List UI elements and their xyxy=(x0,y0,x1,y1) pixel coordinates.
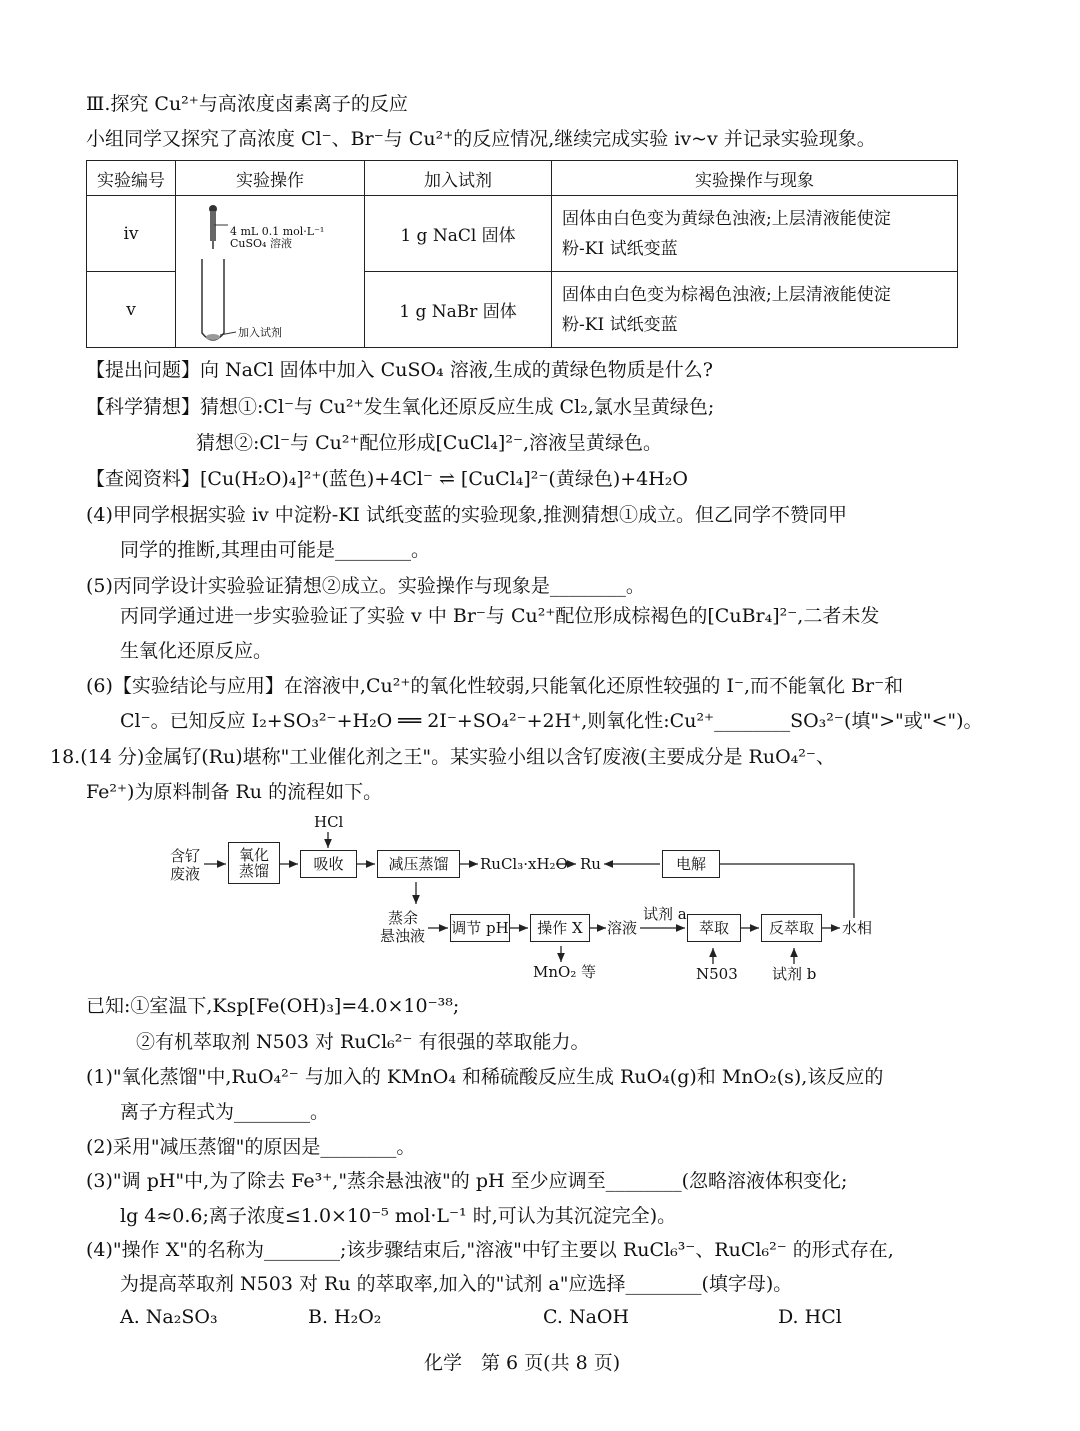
table-cell: 1 g NaBr 固体 xyxy=(365,272,552,348)
guess-2: 猜想②:Cl⁻与 Cu²⁺配位形成[CuCl₄]²⁻,溶液呈黄绿色。 xyxy=(196,432,663,454)
flow-residue-1: 蒸余 xyxy=(388,909,419,927)
part-1-line1: (1)"氧化蒸馏"中,RuO₄²⁻ 与加入的 KMnO₄ 和稀硫酸反应生成 RuO₄(g)和 MnO₂(s),该反应的 xyxy=(86,1066,884,1088)
flow-hcl: HCl xyxy=(314,813,344,831)
question-4-line2: 同学的推断,其理由可能是________。 xyxy=(120,539,431,561)
flow-waste-1: 含钌 xyxy=(170,847,201,865)
question-6-line2: Cl⁻。已知反应 I₂+SO₃²⁻+H₂O ══ 2I⁻+SO₄²⁻+2H⁺,则氧化性:Cu²⁺________SO₃²⁻(填">"或"<")。 xyxy=(120,710,983,732)
table-cell: 固体由白色变为黄绿色浊液;上层清液能使淀 粉-KI 试纸变蓝 xyxy=(552,196,958,272)
question-5-line1: (5)丙同学设计实验验证猜想②成立。实验操作与现象是________。 xyxy=(86,575,645,597)
lookup-info: 【查阅资料】[Cu(H₂O)₄]²⁺(蓝色)+4Cl⁻ ⇌ [CuCl₄]²⁻(黄绿色)+4H₂O xyxy=(86,468,688,490)
question-6-line1: (6)【实验结论与应用】在溶液中,Cu²⁺的氧化性较弱,只能氧化还原性较强的 I⁻,而不能氧化 Br⁻和 xyxy=(86,675,904,697)
flow-extract-box: 萃取 xyxy=(687,914,741,942)
flow-opx-box: 操作 X xyxy=(530,914,590,942)
table-cell: 1 g NaCl 固体 xyxy=(365,196,552,272)
question-18-line2: Fe²⁺)为原料制备 Ru 的流程如下。 xyxy=(86,781,383,803)
part-2: (2)采用"减压蒸馏"的原因是________。 xyxy=(86,1136,416,1158)
flow-mno2: MnO₂ 等 xyxy=(533,963,597,981)
table-header: 实验编号 xyxy=(87,161,176,196)
table-cell: 固体由白色变为棕褐色浊液;上层清液能使淀 粉-KI 试纸变蓝 xyxy=(552,272,958,348)
part-3-line2: lg 4≈0.6;离子浓度≤1.0×10⁻⁵ mol·L⁻¹ 时,可认为其沉淀完全)。 xyxy=(120,1205,677,1227)
flow-waste-2: 废液 xyxy=(170,865,201,883)
question-18-line1: 18.(14 分)金属钌(Ru)堪称"工业催化剂之王"。某实验小组以含钌废液(主要成分是 RuO₄²⁻、 xyxy=(50,746,835,768)
table-cell: v xyxy=(87,272,176,348)
dropper-label: 4 mL 0.1 mol·L⁻¹ xyxy=(230,225,325,238)
flow-product: RuCl₃·xH₂O xyxy=(480,855,568,873)
question-4-line1: (4)甲同学根据实验 iv 中淀粉-KI 试纸变蓝的实验现象,推测猜想①成立。但乙同学不赞同甲 xyxy=(86,504,848,526)
table-header: 实验操作 xyxy=(176,161,365,196)
option-b: B. H₂O₂ xyxy=(308,1306,382,1328)
flow-oxidation-box: 氧化 蒸馏 xyxy=(228,842,280,884)
known-2: ②有机萃取剂 N503 对 RuCl₆²⁻ 有很强的萃取能力。 xyxy=(136,1031,590,1053)
part-3-line1: (3)"调 pH"中,为了除去 Fe³⁺,"蒸余悬浊液"的 pH 至少应调至________(忽略溶液体积变化; xyxy=(86,1170,848,1192)
raise-question: 【提出问题】向 NaCl 固体中加入 CuSO₄ 溶液,生成的黄绿色物质是什么? xyxy=(86,359,713,381)
flow-ru: Ru xyxy=(580,855,601,873)
tube-label: 加入试剂 xyxy=(238,326,282,339)
flow-solution: 溶液 xyxy=(607,919,638,937)
flow-absorb-box: 吸收 xyxy=(300,850,357,878)
flow-vacuum-box: 减压蒸馏 xyxy=(377,850,460,878)
flow-n503: N503 xyxy=(696,965,738,983)
question-5-line3: 生氧化还原反应。 xyxy=(120,640,273,662)
flow-electrolysis-box: 电解 xyxy=(662,850,720,878)
option-c: C. NaOH xyxy=(543,1306,630,1328)
section-intro: 小组同学又探究了高浓度 Cl⁻、Br⁻与 Cu²⁺的反应情况,继续完成实验 iv~v 并记录实验现象。 xyxy=(86,128,876,150)
option-a: A. Na₂SO₃ xyxy=(120,1306,218,1328)
page-footer: 化学 第 6 页(共 8 页) xyxy=(424,1352,621,1374)
flow-water-phase: 水相 xyxy=(842,919,873,937)
question-5-line2: 丙同学通过进一步实验验证了实验 v 中 Br⁻与 Cu²⁺配位形成棕褐色的[CuBr₄]²⁻,二者未发 xyxy=(120,605,880,627)
part-4-line1: (4)"操作 X"的名称为________;该步骤结束后,"溶液"中钌主要以 RuCl₆³⁻、RuCl₆²⁻ 的形式存在, xyxy=(86,1239,894,1261)
flow-back-extract-box: 反萃取 xyxy=(761,914,822,942)
flow-reagent-b: 试剂 b xyxy=(772,965,817,983)
flow-ph-box: 调节 pH xyxy=(450,914,510,942)
known-1: 已知:①室温下,Ksp[Fe(OH)₃]=4.0×10⁻³⁸; xyxy=(86,995,460,1017)
apparatus-diagram xyxy=(176,196,365,348)
part-4-line2: 为提高萃取剂 N503 对 Ru 的萃取率,加入的"试剂 a"应选择________(填字母)。 xyxy=(120,1273,793,1295)
part-1-line2: 离子方程式为________。 xyxy=(120,1101,330,1123)
section-title: Ⅲ.探究 Cu²⁺与高浓度卤素离子的反应 xyxy=(86,93,408,115)
table-cell: iv xyxy=(87,196,176,272)
option-d: D. HCl xyxy=(778,1306,842,1328)
guess-1: 【科学猜想】猜想①:Cl⁻与 Cu²⁺发生氧化还原反应生成 Cl₂,氯水呈黄绿色; xyxy=(86,396,715,418)
dropper-label-2: CuSO₄ 溶液 xyxy=(230,237,292,250)
table-header: 实验操作与现象 xyxy=(552,161,958,196)
flow-reagent-a: 试剂 a xyxy=(643,905,687,923)
experiment-table xyxy=(86,160,958,348)
flow-residue-2: 悬浊液 xyxy=(380,927,426,945)
table-header: 加入试剂 xyxy=(365,161,552,196)
